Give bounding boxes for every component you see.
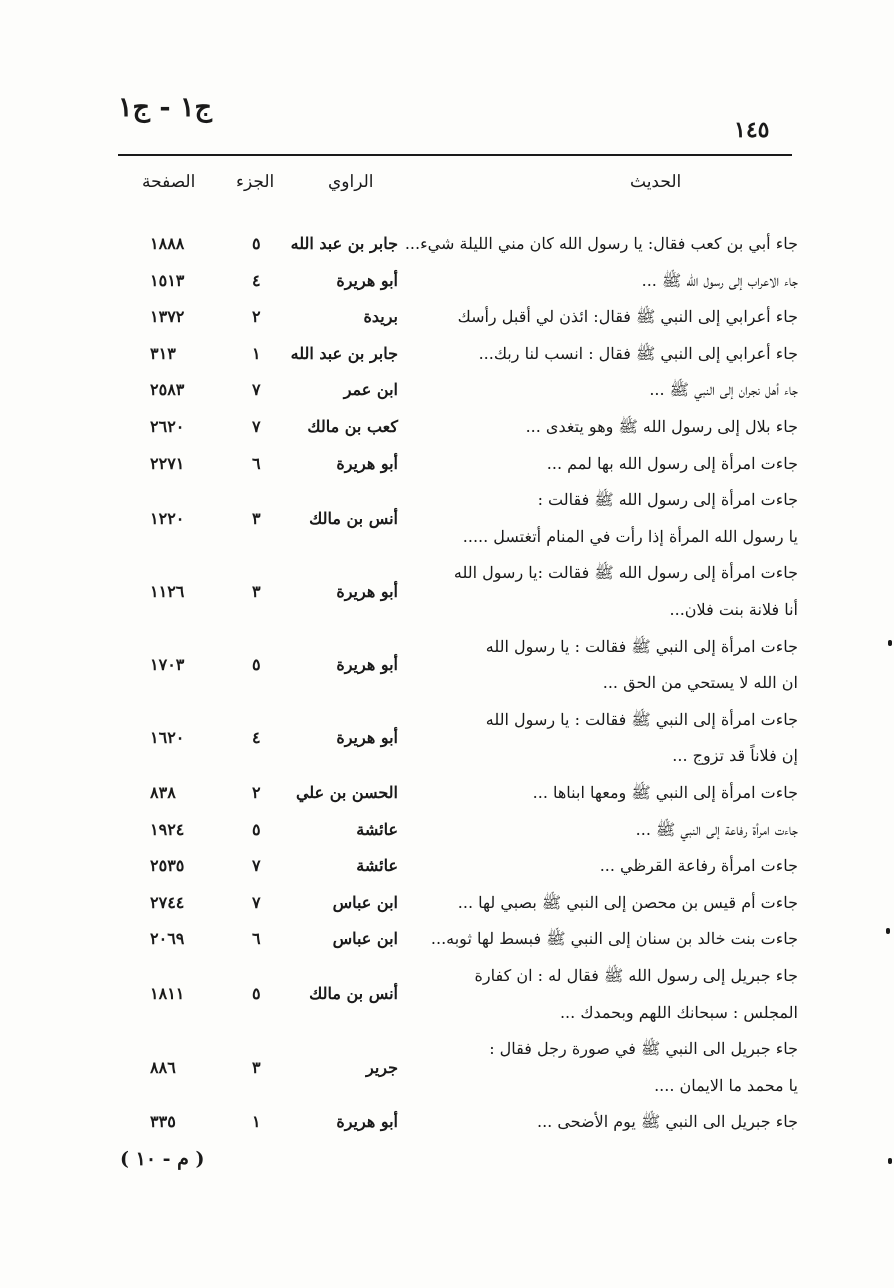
narrator-name: جرير [366,1057,398,1077]
volume-number: ٧ [252,380,261,400]
narrator-name: ابن عباس [332,929,398,949]
hadith-text: ان الله لا يستحي من الحق ... [602,673,798,693]
narrator-name: أنس بن مالك [309,984,398,1004]
volume-number: ٢ [252,783,261,802]
page-reference: ١٨١١ [150,984,185,1004]
volume-number: ٣ [252,581,261,601]
hadith-text: جاءت امرأة رفاعة القرظي ... [599,856,798,876]
narrator-name: أبو هريرة [336,654,398,674]
narrator-name: عائشة [356,819,398,839]
page-reference: ١٩٢٤ [150,819,185,839]
narrator-name: أبو هريرة [336,1112,398,1132]
page-reference: ٨٣٨ [150,783,176,802]
hadith-text: يا محمد ما الايمان .... [654,1075,798,1095]
volume-number: ٥ [252,234,261,253]
hadith-text: جاءت بنت خالد بن سنان إلى النبي ﷺ فبسط لها ثوبه... [430,929,798,949]
volume-number: ٤ [252,728,261,748]
hadith-text: جاء جبريل الى النبي ﷺ يوم الأضحى ... [536,1112,798,1132]
hadith-text: جاء أهل نجران إلى النبي ﷺ ... [649,380,798,400]
page-reference: ٢٢٧١ [150,453,185,473]
page-reference: ١٢٢٠ [150,508,185,528]
page-reference: ٣٣٥ [150,1112,176,1132]
hadith-text: إن فلاناً قد تزوج ... [672,746,798,766]
page-reference: ٨٨٦ [150,1057,176,1077]
margin-ink-mark [888,1158,892,1164]
hadith-text: جاءت امرأة إلى رسول الله بها لمم ... [546,453,798,473]
volume-number: ٣ [252,508,261,528]
volume-number: ٧ [252,892,261,912]
header-rule [118,154,792,156]
narrator-name: أبو هريرة [336,270,398,290]
hadith-text: جاءت امرأة إلى رسول الله ﷺ فقالت :يا رسول الله [453,563,798,583]
header-volume-marker: ج١ - ج١ [118,92,212,123]
narrator-name: كعب بن مالك [307,417,398,436]
column-header-narrator: الراوي [328,172,374,192]
hadith-text: جاء أعرابي إلى النبي ﷺ فقال: ائذن لي أقبل رأسك [457,307,798,327]
volume-number: ١ [252,1112,261,1132]
hadith-text: جاءت أم قيس بن محصن إلى النبي ﷺ بصبي لها ... [457,892,798,912]
page-reference: ١٦٢٠ [150,728,185,748]
volume-number: ٦ [252,453,261,473]
hadith-text: جاء جبريل إلى رسول الله ﷺ فقال له : ان كفارة [474,966,798,985]
margin-ink-mark [888,640,892,646]
volume-number: ٧ [252,417,261,436]
page-reference: ٢٠٦٩ [150,929,185,949]
hadith-text: جاء الاعراب إلى رسول الله ﷺ ... [641,270,798,290]
hadith-text: المجلس : سبحانك اللهم وبحمدك ... [559,1002,798,1022]
hadith-text: جاءت امرأة إلى النبي ﷺ فقالت : يا رسول الله [485,709,798,729]
narrator-name: ابن عمر [343,380,398,400]
volume-number: ٣ [252,1057,261,1077]
narrator-name: أبو هريرة [336,728,398,748]
hadith-text: أنا فلانة بنت فلان... [669,600,798,619]
volume-number: ٤ [252,270,261,290]
column-header-page: الصفحة [142,172,196,192]
hadith-text: جاءت امرأة إلى النبي ﷺ فقالت : يا رسول الله [485,636,798,656]
page-reference: ١٧٠٣ [150,654,185,674]
page-reference: ١٨٨٨ [150,234,185,253]
margin-ink-mark [886,928,890,934]
volume-number: ٥ [252,819,261,839]
page-reference: ١١٢٦ [150,581,185,601]
page-reference: ٢٦٢٠ [150,417,185,436]
volume-number: ١ [252,343,261,363]
volume-number: ٥ [252,984,261,1004]
hadith-text: جاءت امرأة إلى رسول الله ﷺ فقالت : [537,490,798,510]
narrator-name: عائشة [356,856,398,876]
page-number: ١٤٥ [734,117,770,143]
narrator-name: ابن عباس [332,892,398,912]
page-reference: ١٥١٣ [150,270,185,290]
narrator-name: جابر بن عبد الله [290,234,398,253]
volume-number: ٦ [252,929,261,949]
page-reference: ٢٥٣٥ [150,856,185,876]
narrator-name: بريدة [363,307,398,327]
page-reference: ٣١٣ [150,343,176,363]
volume-number: ٢ [252,307,261,327]
narrator-name: أبو هريرة [336,581,398,601]
page-reference: ١٣٧٢ [150,307,185,327]
narrator-name: الحسن بن علي [295,783,398,802]
hadith-text: يا رسول الله المرأة إذا رأت في المنام أتغتسل ..... [462,526,798,546]
volume-number: ٧ [252,856,261,876]
hadith-text: جاءت امرأة إلى النبي ﷺ ومعها ابناها ... [532,783,798,802]
hadith-text: جاء بلال إلى رسول الله ﷺ وهو يتغدى ... [525,417,798,436]
volume-number: ٥ [252,654,261,674]
narrator-name: أنس بن مالك [309,508,398,528]
hadith-text: جاء أبي بن كعب فقال: يا رسول الله كان مني الليلة شيء... [404,234,798,253]
narrator-name: جابر بن عبد الله [290,343,398,363]
page-reference: ٢٥٨٣ [150,380,185,400]
page-reference: ٢٧٤٤ [150,892,185,912]
hadith-text: جاءت امرأة رفاعة إلى النبي ﷺ ... [635,819,798,839]
column-header-hadith: الحديث [630,172,682,192]
hadith-text: جاء أعرابي إلى النبي ﷺ فقال : انسب لنا ربك... [478,343,798,363]
signature-marker: ( م - ١٠ ) [120,1148,205,1170]
hadith-text: جاء جبريل الى النبي ﷺ في صورة رجل فقال : [489,1039,798,1059]
column-header-part: الجزء [236,172,275,192]
narrator-name: أبو هريرة [336,453,398,473]
